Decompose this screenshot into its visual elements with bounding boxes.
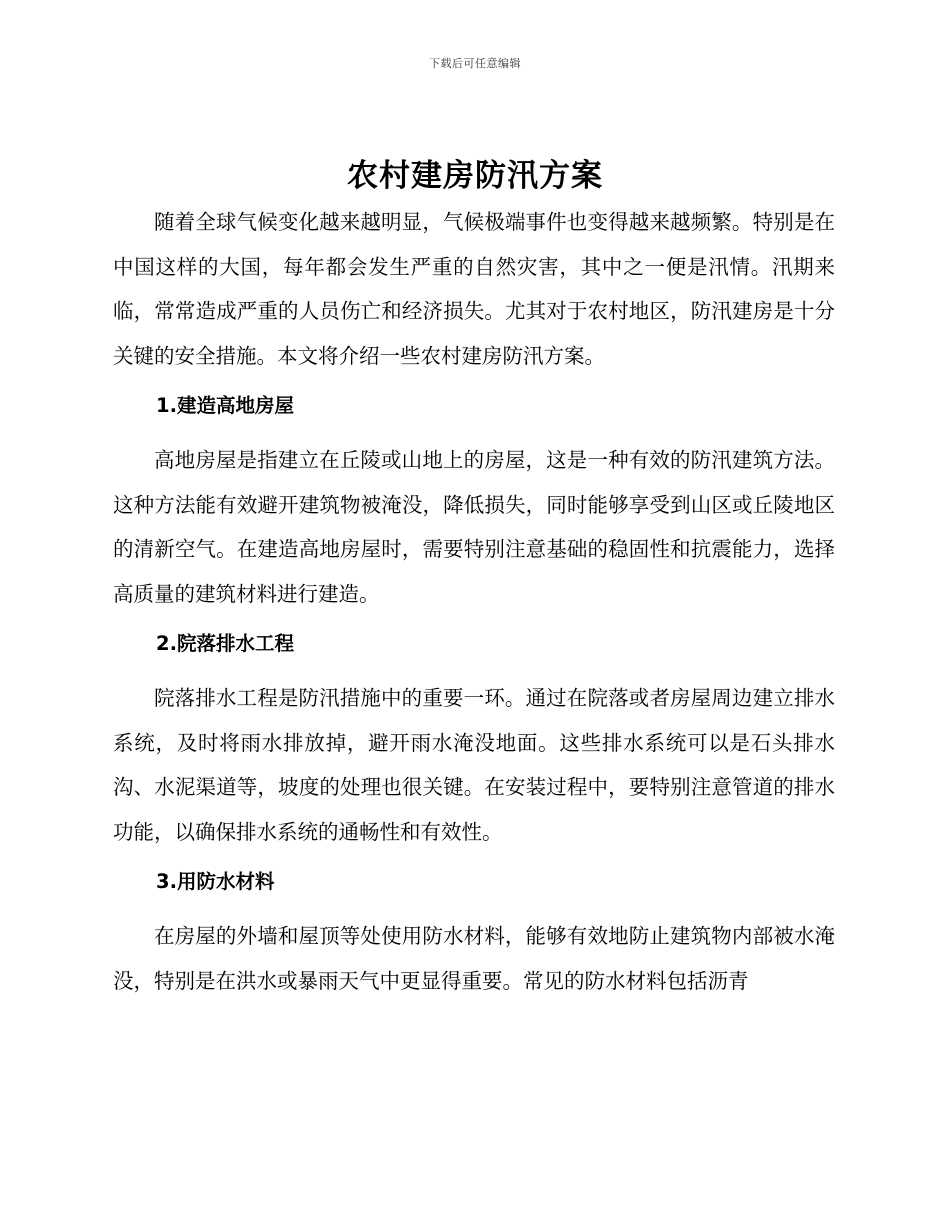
- section-heading-1: 1.建造高地房屋: [156, 394, 294, 417]
- section-body-1: 高地房屋是指建立在丘陵或山地上的房屋，这是一种有效的防汛建筑方法。这种方法能有效避开建筑物被淹没，降低损失，同时能够享受到山区或丘陵地区的清新空气。在建造高地房屋时，需要特别注意基础的稳固性和抗震能力，选择高质量的建筑材料进行建造。: [113, 448, 835, 606]
- intro-paragraph: 随着全球气候变化越来越明显，气候极端事件也变得越来越频繁。特别是在中国这样的大国，每年都会发生严重的自然灾害，其中之一便是汛情。汛期来临，常常造成严重的人员伤亡和经济损失。尤其对于农村地区，防汛建房是十分关键的安全措施。本文将介绍一些农村建房防汛方案。: [113, 210, 835, 368]
- document-body: [113, 200, 835, 1003]
- section-heading-3: 3.用防水材料: [156, 870, 275, 893]
- section-heading-2: 2.院落排水工程: [156, 632, 294, 655]
- section-body-2: 院落排水工程是防汛措施中的重要一环。通过在院落或者房屋周边建立排水系统，及时将雨水排放掉，避开雨水淹没地面。这些排水系统可以是石头排水沟、水泥渠道等，坡度的处理也很关键。在安装过程中，要特别注意管道的排水功能，以确保排水系统的通畅性和有效性。: [113, 686, 835, 844]
- section-body-3: 在房屋的外墙和屋顶等处使用防水材料，能够有效地防止建筑物内部被水淹没，特别是在洪水或暴雨天气中更显得重要。常见的防水材料包括沥青: [113, 924, 835, 993]
- document-title: 农村建房防汛方案: [347, 158, 603, 194]
- header-note: 下载后可任意编辑: [429, 57, 521, 70]
